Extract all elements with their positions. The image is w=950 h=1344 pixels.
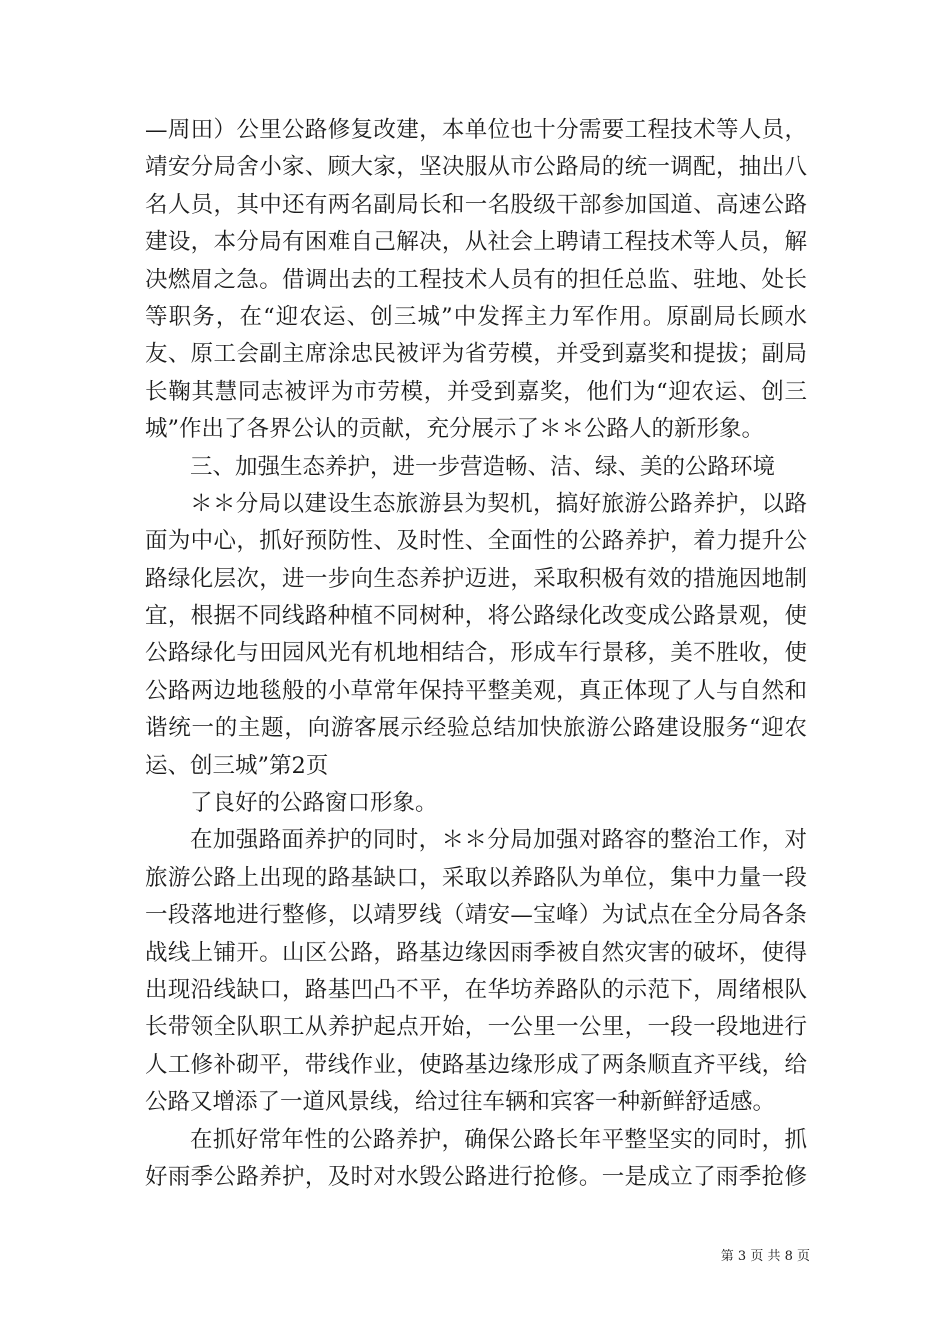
text-line: 名人员，其中还有两名副局长和一名股级干部参加国道、高速公路 <box>145 191 807 218</box>
text-line: 长鞠其慧同志被评为市劳模，并受到嘉奖，他们为“迎农运、创三 <box>145 378 807 405</box>
text-line: 建设，本分局有困难自己解决，从社会上聘请工程技术等人员，解 <box>145 229 807 256</box>
text-line: 出现沿线缺口，路基凹凸不平，在华坊养路队的示范下，周绪根队 <box>145 976 807 1003</box>
document-body <box>145 112 807 1196</box>
text-line: 谐统一的主题，向游客展示经验总结加快旅游公路建设服务“迎农 <box>145 715 807 742</box>
text-line: 友、原工会副主席涂忠民被评为省劳模，并受到嘉奖和提拔；副局 <box>145 341 807 368</box>
text-line: 路绿化层次，进一步向生态养护迈进，采取积极有效的措施因地制 <box>145 565 807 592</box>
text-line: 城”作出了各界公认的贡献，充分展示了＊＊公路人的新形象。 <box>145 416 765 443</box>
text-line: ＊＊分局以建设生态旅游县为契机，搞好旅游公路养护，以路 <box>190 490 807 517</box>
text-line: —周田）公里公路修复改建，本单位也十分需要工程技术等人员， <box>145 117 807 143</box>
text-line: 面为中心，抓好预防性、及时性、全面性的公路养护，着力提升公 <box>145 528 807 555</box>
text-line: 一段落地进行整修，以靖罗线（靖安—宝峰）为试点在全分局各条 <box>145 902 807 929</box>
text-line: 运、创三城”第2页 <box>145 752 329 779</box>
text-line: 等职务，在“迎农运、创三城”中发挥主力军作用。原副局长顾水 <box>145 303 807 330</box>
text-line: 人工修补砌平，带线作业，使路基边缘形成了两条顺直齐平线，给 <box>145 1051 807 1078</box>
text-line: 战线上铺开。山区公路，路基边缘因雨季被自然灾害的破坏，使得 <box>145 939 807 966</box>
text-line: 三、加强生态养护，进一步营造畅、洁、绿、美的公路环境 <box>190 453 776 480</box>
text-line: 公路绿化与田园风光有机地相结合，形成车行景移，美不胜收，使 <box>145 640 807 667</box>
text-line: 靖安分局舍小家、顾大家，坚决服从市公路局的统一调配，抽出八 <box>145 154 807 181</box>
text-line: 公路又增添了一道风景线，给过往车辆和宾客一种新鲜舒适感。 <box>145 1089 776 1116</box>
text-line: 决燃眉之急。借调出去的工程技术人员有的担任总监、驻地、处长 <box>145 266 807 293</box>
text-line: 宜，根据不同线路种植不同树种，将公路绿化改变成公路景观，使 <box>145 603 807 630</box>
page-number: 第 3 页 共 8 页 <box>720 1249 810 1264</box>
text-line: 公路两边地毯般的小草常年保持平整美观，真正体现了人与自然和 <box>145 677 807 704</box>
text-line: 长带领全队职工从养护起点开始，一公里一公里，一段一段地进行 <box>145 1014 807 1041</box>
text-line: 旅游公路上出现的路基缺口，采取以养路队为单位，集中力量一段 <box>145 864 807 891</box>
text-line: 好雨季公路养护，及时对水毁公路进行抢修。一是成立了雨季抢修 <box>145 1163 807 1190</box>
text-line: 在加强路面养护的同时，＊＊分局加强对路容的整治工作，对 <box>190 827 807 854</box>
page-footer <box>640 1248 810 1266</box>
text-line: 了良好的公路窗口形象。 <box>190 790 438 817</box>
text-line: 在抓好常年性的公路养护，确保公路长年平整坚实的同时，抓 <box>190 1126 807 1153</box>
